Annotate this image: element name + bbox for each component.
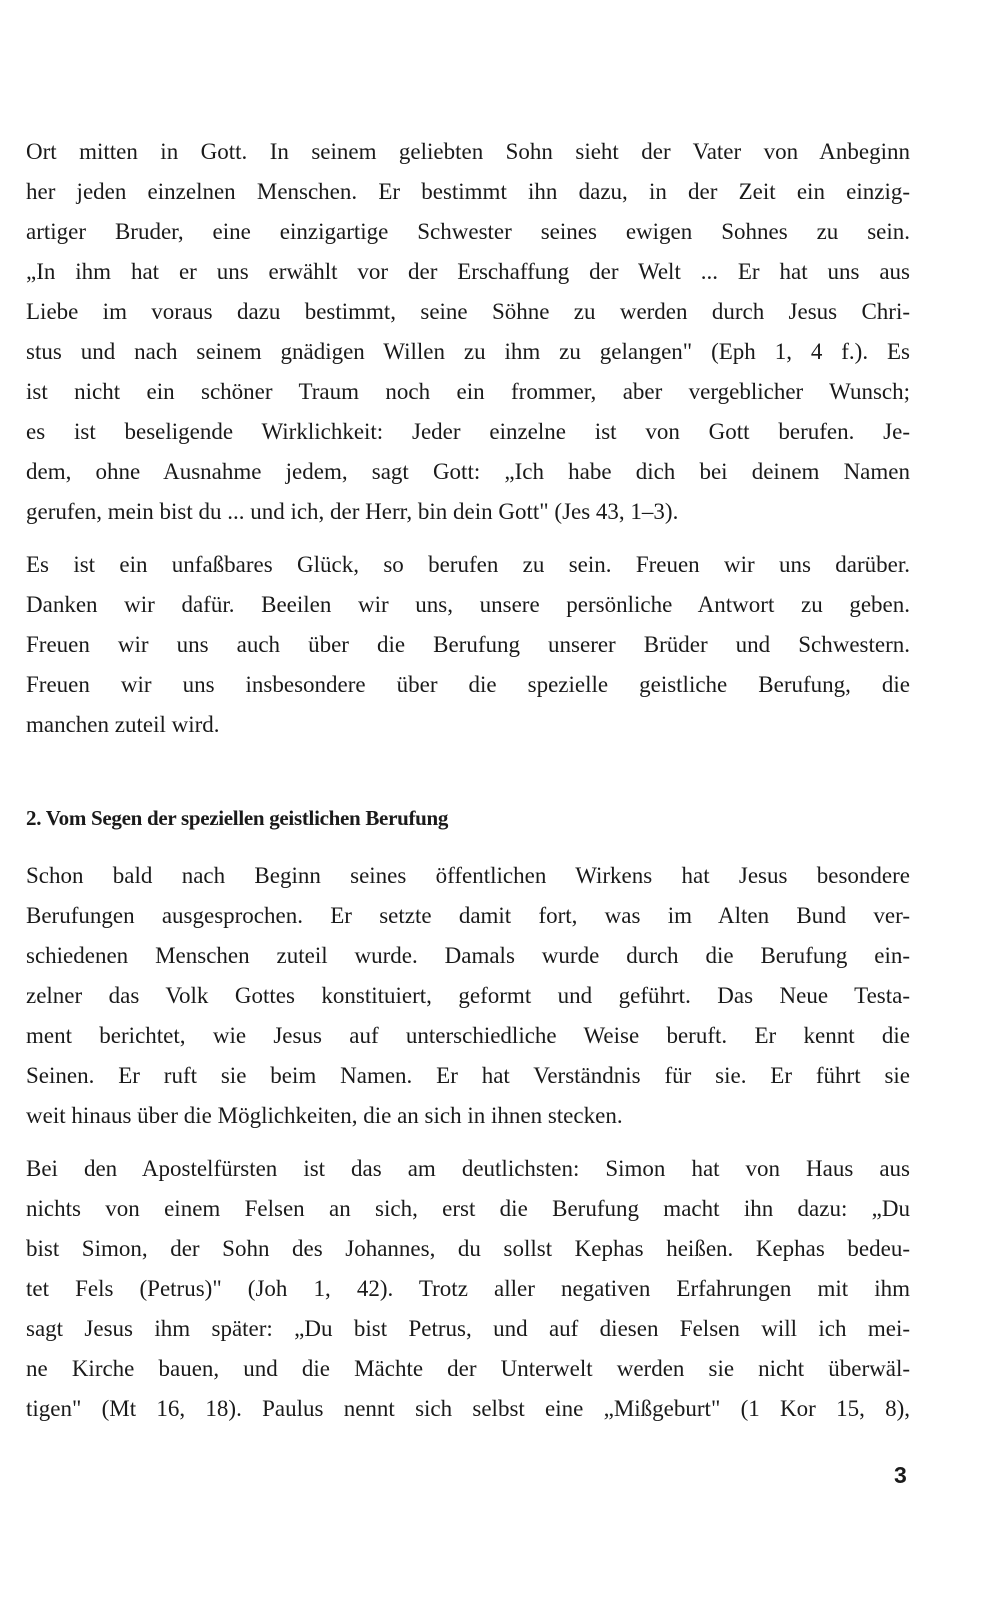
text-line: Danken wir dafür. Beeilen wir uns, unsere persönliche Antwort zu geben. <box>26 592 910 617</box>
text-line: manchen zuteil wird. <box>26 712 220 737</box>
text-line: Seinen. Er ruft sie beim Namen. Er hat Verständnis für sie. Er führt sie <box>26 1063 910 1088</box>
text-line: Bei den Apostelfürsten ist das am deutlichsten: Simon hat von Haus aus <box>26 1156 910 1181</box>
text-line: tigen" (Mt 16, 18). Paulus nennt sich selbst eine „Mißgeburt" (1 Kor 15, 8), <box>26 1396 910 1421</box>
text-line: gerufen, mein bist du ... und ich, der Herr, bin dein Gott" (Jes 43, 1–3). <box>26 499 679 524</box>
text-line: tet Fels (Petrus)" (Joh 1, 42). Trotz aller negativen Erfahrungen mit ihm <box>26 1276 910 1301</box>
text-line: Freuen wir uns auch über die Berufung unserer Brüder und Schwestern. <box>26 632 910 657</box>
text-line: Berufungen ausgesprochen. Er setzte damit fort, was im Alten Bund ver- <box>26 903 910 928</box>
text-line: nichts von einem Felsen an sich, erst die Berufung macht ihn dazu: „Du <box>26 1196 910 1221</box>
text-line: es ist beseligende Wirklichkeit: Jeder einzelne ist von Gott berufen. Je- <box>26 419 910 444</box>
text-line: dem, ohne Ausnahme jedem, sagt Gott: „Ich habe dich bei deinem Namen <box>26 459 910 484</box>
text-line: bist Simon, der Sohn des Johannes, du sollst Kephas heißen. Kephas bedeu- <box>26 1236 910 1261</box>
text-line: Ort mitten in Gott. In seinem geliebten Sohn sieht der Vater von Anbeginn <box>26 139 910 164</box>
text-line: weit hinaus über die Möglichkeiten, die an sich in ihnen stecken. <box>26 1103 623 1128</box>
page-number: 3 <box>894 1462 907 1488</box>
text-line: ne Kirche bauen, und die Mächte der Unterwelt werden sie nicht überwäl- <box>26 1356 910 1381</box>
text-line: schiedenen Menschen zuteil wurde. Damals wurde durch die Berufung ein- <box>26 943 910 968</box>
text-line: Liebe im voraus dazu bestimmt, seine Söhne zu werden durch Jesus Chri- <box>26 299 910 324</box>
text-line: ist nicht ein schöner Traum noch ein frommer, aber vergeblicher Wunsch; <box>26 379 910 404</box>
text-line: her jeden einzelnen Menschen. Er bestimmt ihn dazu, in der Zeit ein einzig- <box>26 179 910 204</box>
text-line: „In ihm hat er uns erwählt vor der Erschaffung der Welt ... Er hat uns aus <box>26 259 910 284</box>
text-line: ment berichtet, wie Jesus auf unterschiedliche Weise beruft. Er kennt die <box>26 1023 910 1048</box>
text-line: artiger Bruder, eine einzigartige Schwester seines ewigen Sohnes zu sein. <box>26 219 910 244</box>
section-heading: 2. Vom Segen der speziellen geistlichen Berufung <box>26 806 449 830</box>
text-line: zelner das Volk Gottes konstituiert, geformt und geführt. Das Neue Testa- <box>26 983 910 1008</box>
text-line: stus und nach seinem gnädigen Willen zu ihm zu gelangen" (Eph 1, 4 f.). Es <box>26 339 910 364</box>
text-line: Es ist ein unfaßbares Glück, so berufen zu sein. Freuen wir uns darüber. <box>26 552 910 577</box>
text-line: sagt Jesus ihm später: „Du bist Petrus, und auf diesen Felsen will ich mei- <box>26 1316 910 1341</box>
text-line: Freuen wir uns insbesondere über die spezielle geistliche Berufung, die <box>26 672 910 697</box>
text-line: Schon bald nach Beginn seines öffentlichen Wirkens hat Jesus besondere <box>26 863 910 888</box>
